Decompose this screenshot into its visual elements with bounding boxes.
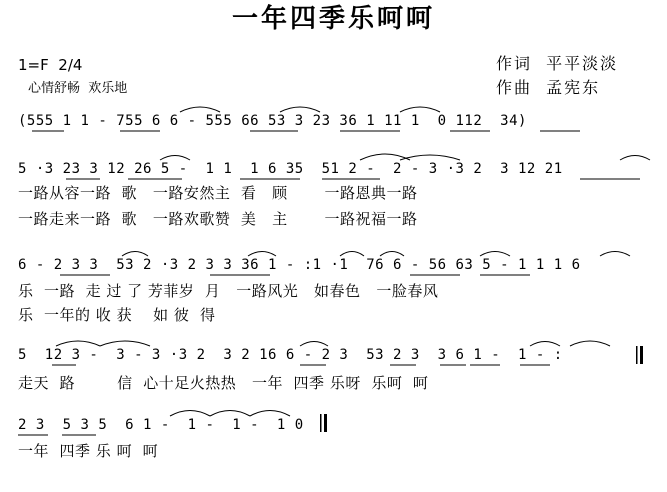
slur-arc — [360, 154, 410, 160]
slur-arc — [160, 156, 190, 161]
notation-line-3: 6 - 2 3 3 53 2 ·3 2 3 3 36 1 - :1 ·1 76 6 - 56 63 5 - 1 1 1 6 — [18, 257, 581, 273]
title: 一年四季乐呵呵 — [231, 4, 435, 34]
key-signature: 1=F 2/4 — [18, 56, 83, 74]
repeat-barline-thick — [640, 346, 643, 364]
slur-arc — [180, 107, 220, 112]
lyric-line-5a: 一年 四季 乐 呵 呵 — [18, 442, 159, 460]
slur-arc — [570, 341, 610, 346]
slur-arc — [280, 107, 320, 112]
lyric-line-2a: 一路从容一路 歌 一路安然主 看 顾 一路恩典一路 — [18, 184, 418, 202]
slur-arc — [300, 342, 328, 347]
slur-arc — [530, 342, 560, 347]
lyric-line-2b: 一路走来一路 歌 一路欢歌赞 美 主 一路祝福一路 — [18, 210, 418, 228]
slur-arc — [210, 411, 250, 417]
slur-arc — [122, 252, 148, 257]
composer-credit: 作曲 孟宪东 — [496, 78, 601, 97]
repeat-barline-thin — [636, 346, 638, 364]
notation-line-1: (555 1 1 - 755 6 6 - 555 66 53 3 23 36 1 11 1 0 112 34) — [18, 113, 527, 129]
slur-arc — [170, 411, 210, 417]
final-barline-thin — [320, 414, 322, 432]
slur-arc — [248, 252, 276, 257]
slur-arc — [340, 252, 364, 257]
slur-arc — [480, 252, 510, 257]
lyric-line-3a: 乐 一路 走 过 了 芳菲岁 月 一路风光 如春色 一脸春风 — [18, 282, 439, 300]
notation-line-2: 5 ·3 23 3 12 26 5 - 1 1 1 6 35 51 2 - 2 - 3 ·3 2 3 12 21 — [18, 161, 563, 177]
lyric-line-4a: 走天 路 信 心十足火热热 一年 四季 乐呀 乐呵 呵 — [18, 374, 429, 392]
slur-arc — [400, 107, 440, 112]
lyricist-credit: 作词 平平淡淡 — [496, 54, 619, 73]
slur-arc — [100, 341, 150, 346]
slur-arc — [56, 341, 100, 346]
slur-arc — [620, 156, 650, 161]
final-barline-thick — [324, 414, 327, 432]
notation-line-5: 2 3 5 3 5 6 1 - 1 - 1 - 1 0 — [18, 417, 304, 433]
tempo-expression: 心情舒畅 欢乐地 — [28, 81, 128, 96]
notation-line-4: 5 12 3 - 3 - 3 ·3 2 3 2 16 6 - 2 3 53 2 3 3 6 1 - 1 - : — [18, 347, 563, 363]
lyric-line-3b: 乐 一年的 收 获 如 彼 得 — [18, 306, 216, 324]
slur-arc — [380, 252, 404, 257]
slur-arc — [400, 155, 460, 160]
slur-arc — [600, 252, 630, 257]
slur-arc — [250, 411, 290, 417]
